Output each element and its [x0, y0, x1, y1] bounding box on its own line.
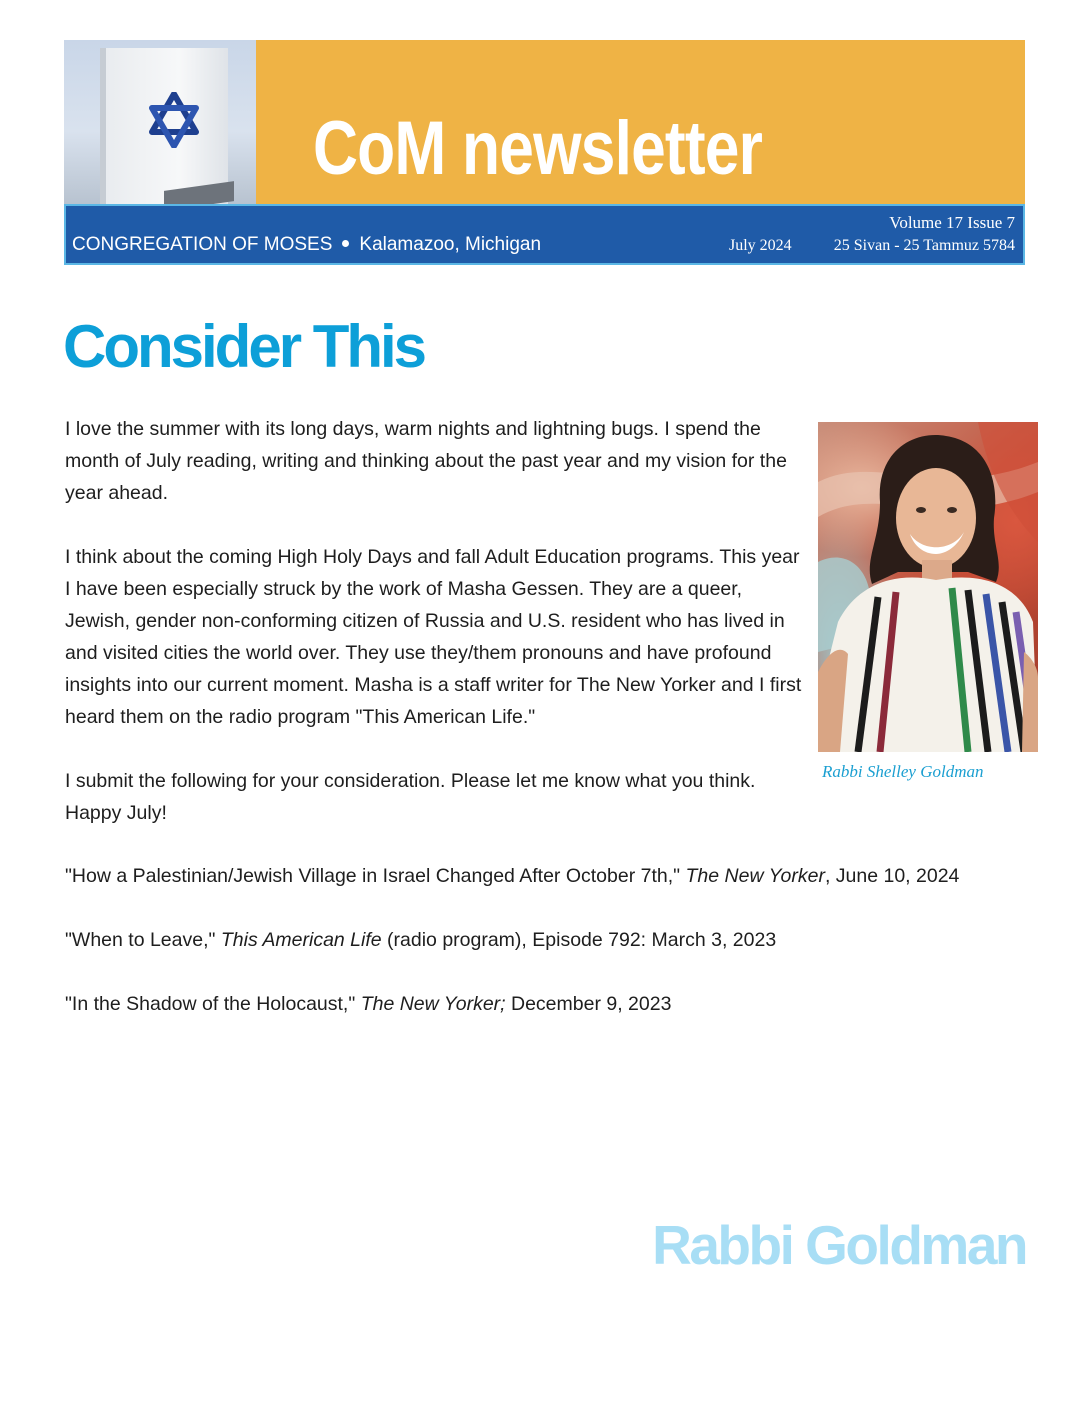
synagogue-sign-photo	[64, 40, 256, 206]
photo-caption: Rabbi Shelley Goldman	[822, 762, 984, 781]
volume-issue: Volume 17 Issue 7	[889, 213, 1015, 232]
reference-details: December 9, 2023	[505, 993, 672, 1015]
newsletter-title: CoM newsletter	[313, 106, 763, 191]
article-paragraph: I submit the following for your consideration. Please let me know what you think. Happy July!	[65, 770, 756, 824]
article-paragraph: I love the summer with its long days, warm nights and lightning bugs. I spend the month of July reading, writing and thinking about the past year and my vision for the year ahead.	[65, 418, 787, 504]
reference-list	[65, 860, 1045, 1052]
title-band	[256, 40, 1025, 206]
reference-source: The New Yorker;	[360, 993, 506, 1015]
reference-details: (radio program), Episode 792: March 3, 2023	[381, 929, 777, 951]
organization-location: Kalamazoo, Michigan	[359, 234, 542, 255]
article-heading: Consider This	[63, 313, 425, 380]
reference-details: , June 10, 2024	[824, 865, 960, 887]
reference-source: This American Life	[220, 929, 382, 951]
bullet-separator-icon	[342, 240, 349, 247]
reference-item	[65, 860, 1045, 892]
rabbi-portrait-photo	[818, 422, 1038, 752]
author-signature: Rabbi Goldman	[652, 1214, 1026, 1276]
reference-item	[65, 924, 1045, 956]
masthead-info-bar	[64, 204, 1025, 265]
organization-line	[72, 234, 541, 256]
reference-item	[65, 988, 1045, 1020]
organization-name: CONGREGATION OF MOSES	[72, 234, 333, 255]
article-paragraph: I think about the coming High Holy Days and fall Adult Education programs. This year I have been especially struck by the work of Masha Gessen. They are a queer, Jewish, gender non-conforming citizen of Russia and U.S. resident who has lived in and visited cities the world over. They use they/them pronouns and have profound insights into our current moment. Masha is a staff writer for The New Yorker and I first heard them on the radio program "This American Life."	[65, 546, 802, 728]
reference-title: "How a Palestinian/Jewish Village in Israel Changed After October 7th,"	[65, 865, 686, 887]
star-of-david-icon	[148, 92, 200, 148]
reference-source: The New Yorker	[685, 865, 825, 887]
reference-title: "When to Leave,"	[65, 929, 221, 951]
article-body	[65, 413, 810, 861]
issue-date: July 2024	[729, 237, 792, 254]
hebrew-date: 25 Sivan - 25 Tammuz 5784	[833, 237, 1015, 254]
reference-title: "In the Shadow of the Holocaust,"	[65, 993, 361, 1015]
newsletter-masthead	[64, 40, 1025, 265]
